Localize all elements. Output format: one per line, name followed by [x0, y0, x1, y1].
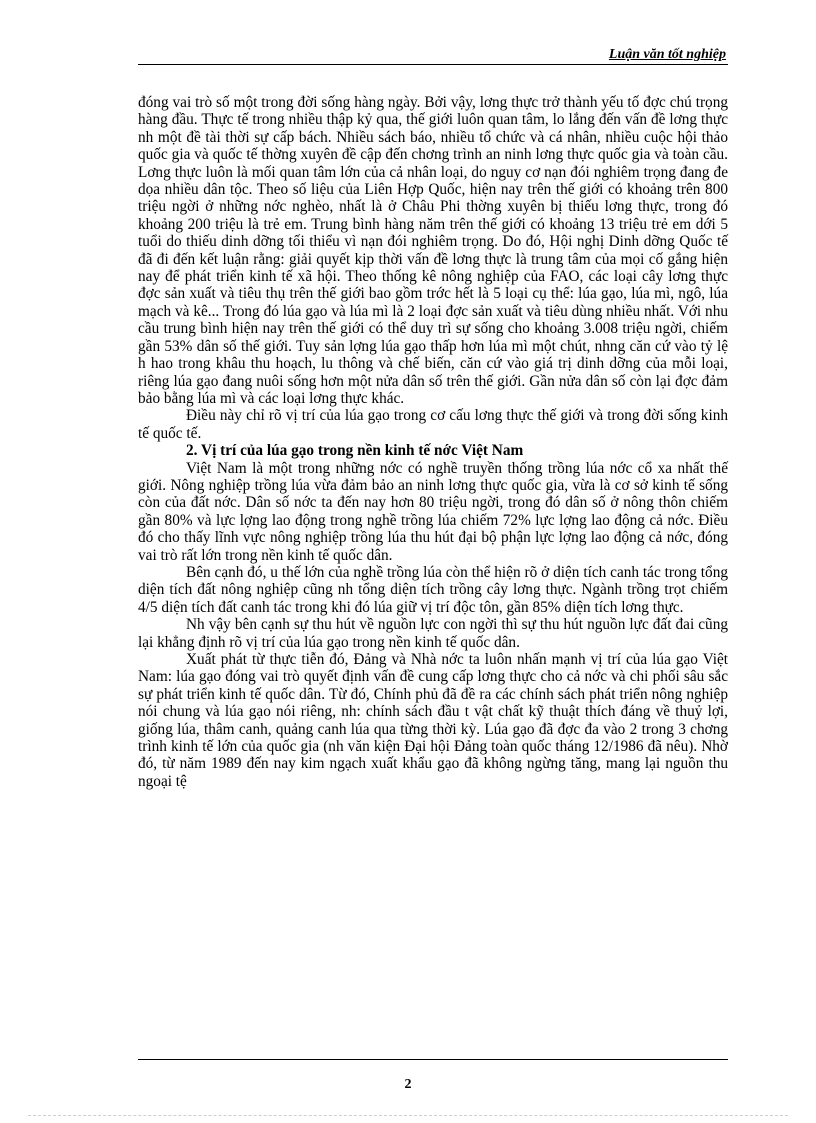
paragraph-food-security: đóng vai trò số một trong đời sống hàng ngày. Bởi vậy, lơng thực trở thành yếu tố đợc chú trọng hàng đầu. Thực tế trong nhiều thập kỷ qua, thế giới luôn quan tâm, lo lắng đến vấn đề lơng thực nh một đề tài thời sự cấp bách. Nhiều sách báo, nhiều tổ chức và cá nhân, nhiều cuộc hội thảo quốc gia và quốc tế thờng xuyên đề cập đến chơng trình an ninh lơng thực quốc gia và toàn cầu. Lơng thực luôn là mối quan tâm lớn của cả nhân loại, do nguy cơ nạn đói nghiêm trọng đang đe dọa nhiều dân tộc. Theo số liệu của Liên Hợp Quốc, hiện nay trên thế giới có khoảng trên 800 triệu ngời ở những nớc nghèo, nhất là ở Châu Phi thờng xuyên bị thiếu lơng thực, trong đó khoảng 200 triệu là trẻ em. Trung bình hàng năm trên thế giới có khoảng 13 triệu trẻ em dới 5 tuổi do thiếu dinh dỡng tối thiểu vì nạn đói nghiêm trọng. Do đó, Hội nghị Dinh dỡng Quốc tế đã đi đến kết luận rằng: giải quyết kịp thời vấn đề lơng thực là trung tâm của mọi cố gắng hiện nay để phát triển kinh tế xã hội. Theo thống kê nông nghiệp của FAO, các loại cây lơng thực đợc sản xuất và tiêu thụ trên thế giới bao gồm trớc hết là 5 loại cụ thể: lúa gạo, lúa mì, ngô, lúa mạch và kê... Trong đó lúa gạo và lúa mì là 2 loại đợc sản xuất và tiêu dùng nhiều nhất. Với nhu cầu trung bình hiện nay trên thế giới có thể duy trì sự sống cho khoảng 3.008 triệu ngời, chiếm gần 53% dân số thế giới. Tuy sản lợng lúa gạo thấp hơn lúa mì một chút, nhng căn cứ vào tỷ lệ h hao trong khâu thu hoạch, lu thông và chế biến, căn cứ vào giá trị dinh dỡng của mỗi loại, riêng lúa gạo đang nuôi sống hơn một nửa dân số trên thế giới. Gần nửa dân số còn lại đợc đảm bảo bằng lúa mì và các loại lơng thực khác.	[138, 94, 728, 407]
paragraph-land-resources: Nh vậy bên cạnh sự thu hút về nguồn lực con ngời thì sự thu hút nguồn lực đất đai cũng lại khẳng định rõ vị trí của lúa gạo trong nền kinh tế quốc dân.	[138, 616, 728, 651]
header-divider	[138, 64, 728, 65]
paragraph-cultivation-area: Bên cạnh đó, u thế lớn của nghề trồng lúa còn thể hiện rõ ở diện tích canh tác trong tổng diện tích đất nông nghiệp cũng nh tổng diện tích trồng cây lơng thực. Ngành trồng trọt chiếm 4/5 diện tích đất canh tác trong khi đó lúa giữ vị trí độc tôn, gần 85% diện tích lơng thực.	[138, 563, 728, 616]
paragraph-policy: Xuất phát từ thực tiễn đó, Đảng và Nhà nớc ta luôn nhấn mạnh vị trí của lúa gạo Việt Nam: lúa gạo đóng vai trò quyết định vấn đề cung cấp lơng thực cho cả nớc và chi phối sâu sắc sự phát triển kinh tế quốc dân. Từ đó, Chính phủ đã đề ra các chính sách phát triển nông nghiệp nói chung và lúa gạo nói riêng, nh: chính sách đầu t vật chất kỹ thuật thích đáng về thuỷ lợi, giống lúa, thâm canh, quảng canh lúa qua từng thời kỳ. Lúa gạo đã đợc đa vào 2 trong 3 chơng trình kinh tế lớn của quốc gia (nh văn kiện Đại hội Đảng toàn quốc tháng 12/1986 đã nêu). Nhờ đó, từ năm 1989 đến nay kim ngạch xuất khẩu gạo đã không ngừng tăng, mang lại nguồn thu ngoại tệ	[138, 651, 728, 790]
document-body	[138, 94, 728, 790]
page-break-line	[28, 1115, 788, 1116]
footer-divider	[138, 1059, 728, 1060]
section-heading: 2. Vị trí của lúa gạo trong nền kinh tế nớc Việt Nam	[186, 442, 524, 460]
page-number: 2	[404, 1077, 412, 1092]
paragraph-rice-position-world: Điều này chỉ rõ vị trí của lúa gạo trong cơ cấu lơng thực thế giới và trong đời sống kinh tế quốc tế.	[138, 407, 728, 442]
paragraph-vietnam-rice-tradition: Việt Nam là một trong những nớc có nghề truyền thống trồng lúa nớc cổ xa nhất thế giới. Nông nghiệp trồng lúa vừa đảm bảo an ninh lơng thực quốc gia, vừa là cơ sở kinh tế sống còn của đất nớc. Dân số nớc ta đến nay hơn 80 triệu ngời, trong đó dân số ở nông thôn chiếm gần 80% và lực lợng lao động trong nghề trồng lúa chiếm 72% lực lợng lao động cả nớc. Điều đó cho thấy lĩnh vực nông nghiệp trồng lúa thu hút đại bộ phận lực lợng lao động cả nớc, đóng vai trò rất lớn trong nền kinh tế quốc dân.	[138, 459, 728, 564]
running-header: Luận văn tốt nghiệp	[608, 47, 726, 62]
